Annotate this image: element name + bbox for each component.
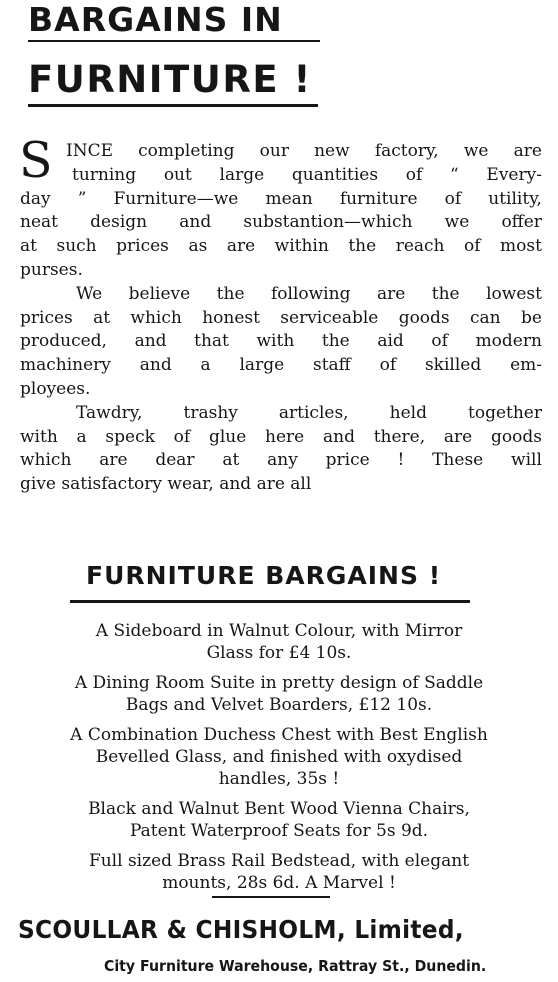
item-line: A Sideboard in Walnut Colour, with Mirror <box>95 621 463 641</box>
item-line: A Combination Duchess Chest with Best English <box>70 725 488 745</box>
item-line: Glass for £4 10s. <box>206 643 352 663</box>
text-line: produced, and that with the aid of modern <box>20 331 542 352</box>
bargain-list <box>10 620 548 902</box>
text-line: which are dear at any price ! These will <box>20 450 542 471</box>
text-line: Tawdry, trashy articles, held together <box>76 402 542 423</box>
item-line: A Dining Room Suite in pretty design of Saddle <box>74 673 484 693</box>
text-line: purses. <box>20 259 83 280</box>
headline-underline-1 <box>28 40 320 42</box>
text-line: prices at which honest serviceable goods can be <box>20 307 542 328</box>
item-line: mounts, 28s 6d. A Marvel ! <box>162 873 396 893</box>
text-line: machinery and a large staff of skilled em- <box>20 355 542 376</box>
list-item <box>10 798 548 842</box>
text-line: give satisfactory wear, and are all <box>20 474 312 495</box>
footer-divider <box>212 896 330 898</box>
firm-name: SCOULLAR & CHISHOLM, Limited, <box>18 915 464 944</box>
list-item <box>10 672 548 716</box>
list-item <box>10 850 548 894</box>
text-line: ployees. <box>20 378 91 399</box>
text-line: with a speck of glue here and there, are goods <box>20 426 542 447</box>
headline-underline-2 <box>28 104 318 107</box>
text-line: neat design and substantion—which we offer <box>20 212 542 233</box>
item-line: Full sized Brass Rail Bedstead, with elegant <box>88 851 470 871</box>
item-line: Bevelled Glass, and finished with oxydised <box>95 747 463 767</box>
subheading-underline <box>70 600 470 603</box>
list-item <box>10 724 548 790</box>
headline-furniture: FURNITURE ! <box>28 58 312 101</box>
headline-bargains-in: BARGAINS IN <box>28 0 283 39</box>
list-item <box>10 620 548 664</box>
text-line: at such prices as are within the reach of most <box>20 236 542 257</box>
text-line: INCE completing our new factory, we are <box>66 141 542 161</box>
subheading-furniture-bargains: FURNITURE BARGAINS ! <box>86 561 442 590</box>
firm-address: City Furniture Warehouse, Rattray St., Dunedin. <box>104 957 487 975</box>
text-line: turning out large quantities of “ Every- <box>72 164 542 185</box>
text-line: day ” Furniture—we mean furniture of utility, <box>20 188 542 209</box>
item-line: Patent Waterproof Seats for 5s 9d. <box>129 821 429 841</box>
item-line: Bags and Velvet Boarders, £12 10s. <box>125 695 433 715</box>
item-line: handles, 35s ! <box>218 769 340 789</box>
drop-cap: S <box>19 132 53 189</box>
text-line: We believe the following are the lowest <box>76 283 542 304</box>
intro-paragraph <box>20 140 542 497</box>
item-line: Black and Walnut Bent Wood Vienna Chairs, <box>88 799 470 819</box>
